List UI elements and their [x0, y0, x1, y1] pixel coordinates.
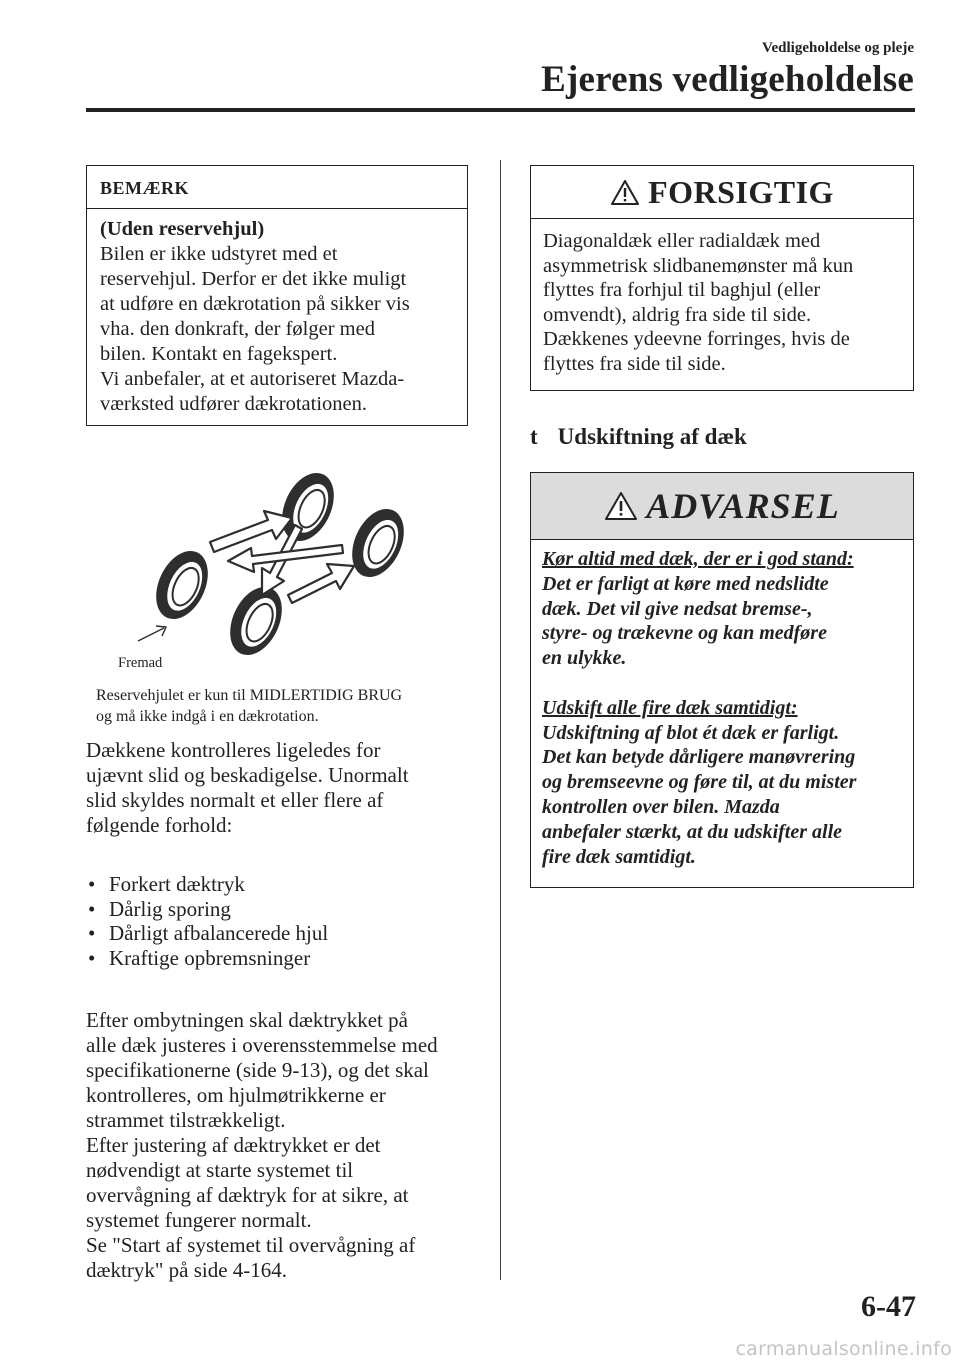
section-heading — [530, 424, 747, 450]
note-label: BEMÆRK — [100, 178, 190, 198]
section-label: Vedligeholdelse og pleje — [762, 40, 914, 56]
watermark: carmanualsonline.info — [735, 1338, 952, 1360]
page-number: 6-47 — [861, 1290, 916, 1323]
list-item: • Dårligt afbalancerede hjul — [88, 921, 329, 945]
warning-box — [530, 472, 914, 888]
list-item: • Forkert dæktryk — [88, 872, 245, 896]
note-separator — [87, 208, 467, 209]
spacer — [542, 671, 908, 696]
bullet-icon: • — [88, 872, 96, 896]
bullet-icon: • — [88, 896, 96, 921]
note-body — [100, 217, 460, 417]
tire-front-right-icon — [342, 501, 414, 586]
warning-text: Det er farligt at køre med nedslidte dæk. Det vil give nedsat bremse-, styre- og trækevne og kan medføre en ulykke. — [542, 572, 829, 670]
forward-arrow-icon — [138, 626, 166, 641]
note-heading: (Uden reservehjul) — [100, 218, 265, 240]
bullet-icon: • — [88, 921, 96, 945]
warning-body — [542, 547, 908, 869]
section-marker: t — [530, 424, 538, 449]
warning-text: Udskiftning af blot ét dæk er farligt. Det kan betyde dårligere manøvrering og bremseevne og føre til, at du mister kontrollen over bilen. Mazda anbefaler stærkt, at du udskifter alle fire dæk samtidigt. — [542, 721, 857, 868]
tire-rear-right-icon — [220, 579, 292, 664]
warning-subheading: Kør altid med dæk, der er i god stand: — [542, 548, 854, 570]
forward-label: Fremad — [118, 655, 163, 671]
page-header — [0, 0, 960, 120]
tire-rear-left-icon — [146, 543, 218, 628]
warning-header — [531, 473, 913, 540]
warning-subheading: Udskift alle fire dæk samtidigt: — [542, 696, 798, 719]
tire-rotation-diagram — [110, 455, 440, 675]
caution-header — [531, 166, 913, 219]
warning-triangle-icon — [610, 179, 640, 206]
caution-text: Diagonaldæk eller radialdæk med asymmetrisk slidbanemønster må kun flyttes fra forhjul til baghjul (eller omvendt), aldrig fra side til side. Dækkenes ydeevne forringes, hvis de flyttes fra side til side. — [543, 230, 854, 375]
list-item: • Dårlig sporing — [88, 896, 231, 921]
header-rule — [86, 108, 915, 112]
note-box — [86, 165, 468, 426]
column-divider — [500, 160, 501, 1280]
note-text: Bilen er ikke udstyret med et reservehjul. Derfor er det ikke muligt at udføre en dækrotation på sikker vis vha. den donkraft, der følger med bilen. Kontakt en fagekspert. Vi anbefaler, at et autoriseret Mazda- værksted udfører dækrotationen. — [100, 243, 410, 415]
warning-triangle-icon — [604, 491, 638, 521]
caution-box — [530, 165, 914, 391]
wear-causes-list — [86, 872, 481, 970]
warning-title: ADVARSEL — [646, 486, 840, 526]
section-heading-text: Udskiftning af dæk — [557, 424, 747, 449]
pressure-adjust-paragraph: Efter ombytningen skal dæktrykket på alle dæk justeres i overensstemmelse med specifikationerne (side 9-13), og det skal kontrolleres, om hjulmøtrikkerne er strammet tilstrækkeligt. Efter justering af dæktrykket er det nødvendigt at starte systemet til overvågning af dæktryk for at sikre, at systemet fungerer normalt. Se "Start af systemet til overvågning af dæktryk" på side 4-164. — [86, 1008, 438, 1282]
chapter-title: Ejerens vedligeholdelse — [541, 59, 914, 100]
tire-front-left-icon — [272, 465, 344, 550]
wear-intro-paragraph: Dækkene kontrolleres ligeledes for ujævnt slid og beskadigelse. Unormalt slid skyldes normalt et eller flere af følgende forhold: — [86, 738, 409, 837]
list-item: • Kraftige opbremsninger — [88, 945, 311, 970]
bullet-icon: • — [88, 945, 96, 970]
figure-caption: Reservehjulet er kun til MIDLERTIDIG BRUG og må ikke indgå i en dækrotation. — [96, 687, 403, 725]
arrow-rear-to-front-right-icon — [288, 564, 354, 603]
caution-title: FORSIGTIG — [648, 173, 834, 210]
arrow-rear-to-front-left-icon — [210, 511, 292, 552]
